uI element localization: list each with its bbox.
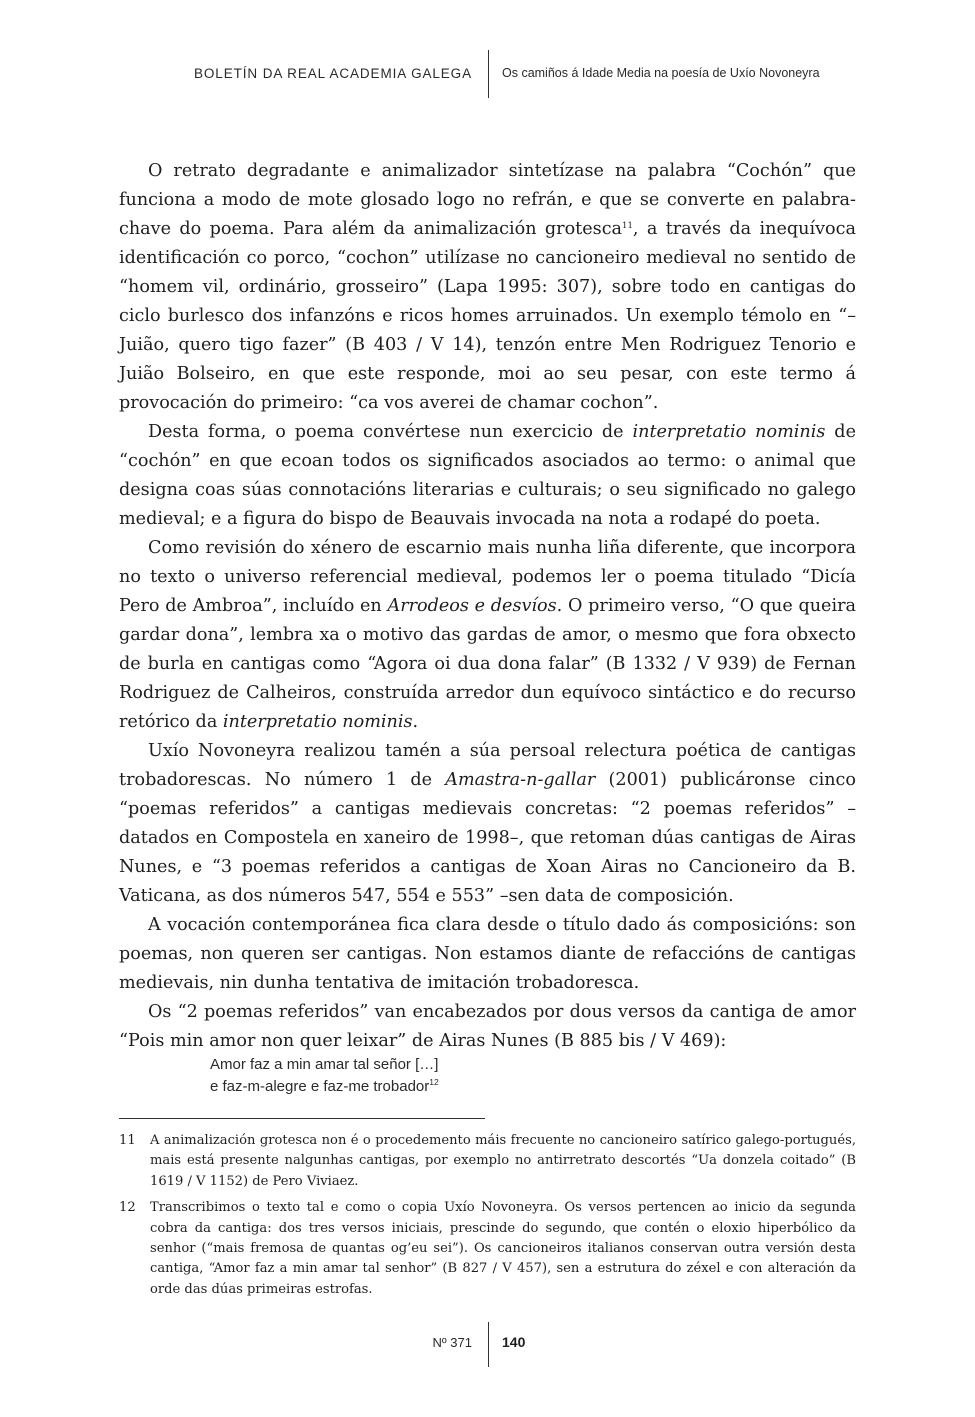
paragraph: A vocación contemporánea fica clara desde o título dado ás composicións: son poemas, non queren ser cantigas. Non estamos diante de refaccións de cantigas medievais, nin dunha tentativa de imitación trobadoresca. [119,915,856,993]
paragraph-text: (2001) publicáronse cinco “poemas referidos” a cantigas medievais concretas: “2 poemas referidos” –datados en Compostela en xaneiro de 1998–, que retoman dúas cantigas de Airas Nunes, e “3 poemas referidos a cantigas de Xoan Airas no Cancioneiro da B. Vaticana, as dos números 547, 554 e 553” –sen data de composición. [119,770,857,906]
paragraph [119,157,856,418]
article-title: Os camiños á Idade Media na poesía de Uxío Novoneyra [502,66,820,80]
verse-text: e faz-m-alegre e faz-me trobador [210,1078,430,1095]
paragraph-text: , a través da inequívoca identificación co porco, “cochon” utilízase no cancioneiro medieval no sentido de “homem vil, ordinário, grosseiro” (Lapa 1995: 307), sobre todo en cantigas do ciclo burlesco dos infanzóns e ricos homes arruinados. Un exemplo témolo en “–Juião, quero tigo fazer” (B 403 / V 14), tenzón entre Men Rodriguez Tenorio e Juião Bolseiro, en que este responde, moi ao seu pesar, con este termo á provocación do primeiro: “ca vos averei de chamar cochon”. [119,219,856,413]
footnote-11 [119,1131,856,1192]
paragraph-text: Desta forma, o poema convértese nun exercicio de [148,422,633,442]
paragraph-text: de “cochón” en que ecoan todos os significados asociados ao termo: o animal que designa coas súas connotacións literarias e culturais; o seu significado no galego medieval; e a figura do bispo de Beauvais invocada na nota a rodapé do poeta. [119,422,856,529]
paragraph [119,534,856,737]
footnote-ref-11[interactable]: 11 [622,221,633,231]
italic-term: interpretatio nominis [632,422,826,442]
verse-line [210,1076,439,1098]
page-number: 140 [502,1334,526,1350]
paragraph [119,418,856,534]
verse-quote [210,1054,439,1098]
journal-title: BOLETÍN DA REAL ACADEMIA GALEGA [194,66,472,81]
paragraph-text: Como revisión do xénero de escarnio mais nunha liña diferente, que incorpora no texto o universo referencial medieval, podemos ler o poema titulado “Dicía Pero de Ambroa”, incluído en [119,538,856,616]
footnote-ref-12[interactable]: 12 [429,1077,439,1087]
footnote-number: 12 [119,1200,136,1216]
running-header [0,50,975,98]
footnotes [119,1131,856,1306]
page-footer [0,1322,975,1367]
footnote-text: Transcribimos o texto tal e como o copia Uxío Novoneyra. Os versos pertencen ao inicio da segunda cobra da cantiga: dos tres versos iniciais, prescinde do segundo, que contén o eloxio hiperbólico da senhor (“mais fremosa de quantas og’eu sei”). Os cancioneiros italianos conservan outra versión desta cantiga, “Amor faz a min amar tal senhor” (B 827 / V 457), sen a estrutura do zéxel e con alteración da orde das dúas primeiras estrofas. [150,1200,856,1297]
italic-book-title: Arrodeos e desvíos [387,596,557,616]
footnote-text: A animalización grotesca non é o procedemento máis frecuente no cancioneiro satírico galego-portugués, mais está presente nalgunhas cantigas, por exemplo no antirretrato descortés “Ua donzela coitado” (B 1619 / V 1152) de Pero Viviaez. [150,1133,856,1189]
verse-line: Amor faz a min amar tal señor […] [210,1056,439,1073]
paragraph-text: . O primeiro verso, “O que queira gardar dona”, lembra xa o motivo das gardas de amor, o mesmo que fora obxecto de burla en cantigas como “Agora oi dua dona falar” (B 1332 / V 939) de Fernan Rodriguez de Calheiros, construída arredor dun equívoco sintáctico e do recurso retórico da [119,596,856,732]
footnote-12 [119,1198,856,1300]
italic-book-title: Amastra-n-gallar [445,770,596,790]
paragraph-text: O retrato degradante e animalizador sintetízase na palabra “Cochón” que funciona a modo de mote glosado logo no refrán, e que se converte en palabra-chave do poema. Para além da animalización grotesca [119,161,856,239]
paragraph: Os “2 poemas referidos” van encabezados por dous versos da cantiga de amor “Pois min amor non quer leixar” de Airas Nunes (B 885 bis / V 469): [119,1002,856,1051]
body-text [119,157,856,1056]
footer-divider [488,1322,489,1367]
footnote-separator [119,1118,485,1119]
paragraph [119,737,856,911]
italic-term: interpretatio nominis [222,712,413,732]
paragraph-text: . [412,712,419,732]
header-divider [488,50,489,98]
paragraph-text: Uxío Novoneyra realizou tamén a súa persoal relectura poética de cantigas trobadorescas. No número 1 de [119,741,856,790]
issue-number: Nº 371 [432,1335,472,1350]
footnote-number: 11 [119,1133,136,1148]
